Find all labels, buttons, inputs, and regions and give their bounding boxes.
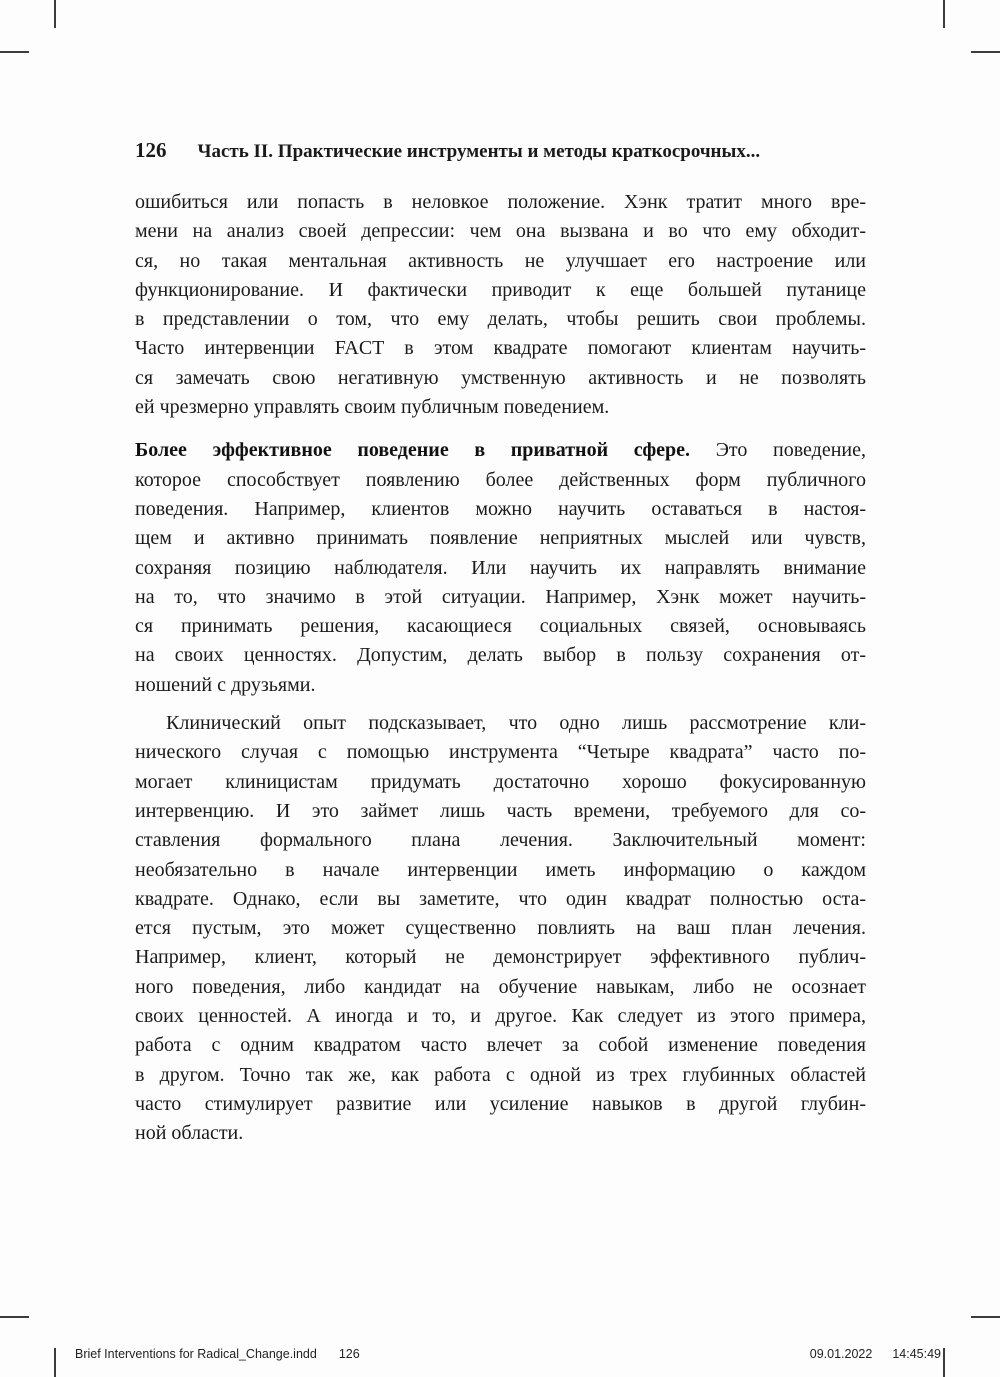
crop-mark-top-left-horizontal xyxy=(0,51,29,53)
text-line: в другом. Точно так же, как работа с одной из трех глубинных областей xyxy=(135,1063,866,1086)
text-line: ошибиться или попасть в неловкое положение. Хэнк тратит много вре- xyxy=(135,191,866,213)
crop-mark-top-left-vertical xyxy=(54,0,56,28)
text-line: квадрате. Однако, если вы заметите, что один квадрат полностью оста- xyxy=(135,887,866,910)
text-line: которое способствует появлению более действенных форм публичного xyxy=(135,468,866,491)
text-line: ного поведения, либо кандидат на обучение навыкам, либо не осознает xyxy=(135,975,866,998)
text-line: в представлении о том, что ему делать, чтобы решить свои проблемы. xyxy=(135,308,866,331)
text-line: могает клиницистам придумать достаточно хорошо фокусированную xyxy=(135,770,866,793)
page-number: 126 xyxy=(135,138,167,162)
text-line: ся замечать свою негативную умственную активность и не позволять xyxy=(135,366,866,389)
text-line: ставления формального плана лечения. Заключительный момент: xyxy=(135,829,866,852)
text-line: Часто интервенции FACT в этом квадрате помогают клиентам научить- xyxy=(135,337,866,360)
text-line: мени на анализ своей депрессии: чем она вызвана и во что ему обходит- xyxy=(135,220,866,243)
footer-time: 14:45:49 xyxy=(892,1347,941,1361)
footer-page-number: 126 xyxy=(338,1347,360,1361)
text-line: Клинический опыт подсказывает, что одно лишь рассмотрение кли- xyxy=(166,712,866,735)
text-line: на то, что значимо в этой ситуации. Например, Хэнк может научить- xyxy=(135,585,866,608)
crop-mark-bottom-left-horizontal xyxy=(0,1316,29,1318)
crop-mark-top-right-vertical xyxy=(943,0,945,28)
footer-filename: Brief Interventions for Radical_Change.indd xyxy=(75,1347,317,1361)
imposition-footer xyxy=(0,1347,1000,1367)
text-line: ется пустым, это может существенно повлиять на ваш план лечения. xyxy=(135,917,866,940)
paragraph xyxy=(135,188,866,422)
run-in-heading-continuation: Это поведение, xyxy=(690,439,866,462)
running-title: Часть II. Практические инструменты и методы краткосрочных... xyxy=(197,141,761,162)
running-header xyxy=(135,138,866,163)
text-line xyxy=(135,436,866,465)
text-line: ношений с друзьями. xyxy=(135,673,316,696)
text-line: интервенцию. И это займет лишь часть времени, требуемого для со- xyxy=(135,799,866,822)
text-line: ся принимать решения, касающиеся социальных связей, основываясь xyxy=(135,615,866,638)
footer-date: 09.01.2022 xyxy=(809,1347,873,1361)
paragraph xyxy=(135,436,866,700)
crop-mark-bottom-right-horizontal xyxy=(971,1316,1000,1318)
text-line: щем и активно принимать появление неприятных мыслей или чувств, xyxy=(135,527,866,550)
paragraph xyxy=(135,709,866,1148)
text-line: часто стимулирует развитие или усиление навыков в другой глубин- xyxy=(135,1092,866,1115)
text-line: Например, клиент, который не демонстрирует эффективного публич- xyxy=(135,946,866,969)
text-line: необязательно в начале интервенции иметь информацию о каждом xyxy=(135,858,866,881)
text-line: ей чрезмерно управлять своим публичным поведением. xyxy=(135,396,610,419)
page-body xyxy=(135,188,866,1149)
text-line: поведения. Например, клиентов можно научить оставаться в настоя- xyxy=(135,497,866,520)
text-line: ся, но такая ментальная активность не улучшает его настроение или xyxy=(135,249,866,272)
footer-right xyxy=(810,1347,941,1361)
run-in-heading: Более эффективное поведение в приватной сфере. xyxy=(135,439,691,462)
text-line: функционирование. И фактически приводит к еще большей путанице xyxy=(135,278,866,301)
crop-mark-top-right-horizontal xyxy=(971,51,1000,53)
text-line: работа с одним квадратом часто влечет за собой изменение поведения xyxy=(135,1034,866,1057)
text-line: ной области. xyxy=(135,1122,244,1145)
footer-left xyxy=(75,1347,360,1361)
text-line: сохраняя позицию наблюдателя. Или научить их направлять внимание xyxy=(135,556,866,579)
text-line: своих ценностей. А иногда и то, и другое. Как следует из этого примера, xyxy=(135,1005,866,1028)
text-line: на своих ценностях. Допустим, делать выбор в пользу сохранения от- xyxy=(135,644,866,667)
text-line: нического случая с помощью инструмента “Четыре квадрата” часто по- xyxy=(135,741,866,764)
